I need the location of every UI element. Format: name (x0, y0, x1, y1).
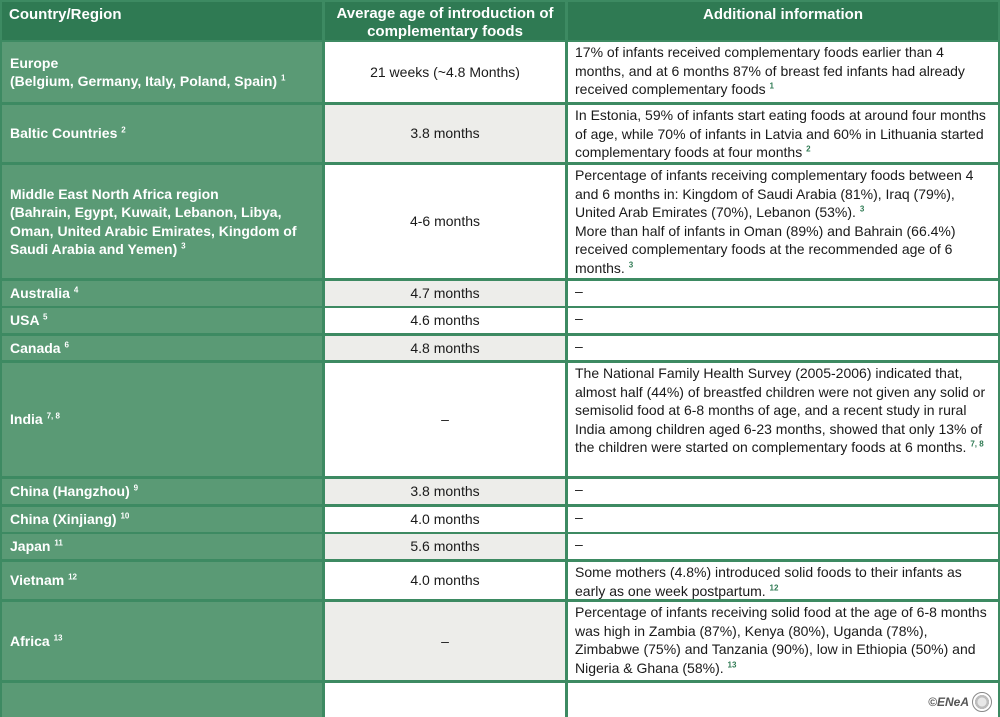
country-name: Australia (10, 285, 70, 302)
additional-info-text (575, 364, 991, 457)
country-name: USA (10, 312, 40, 329)
country-name: Canada (10, 339, 61, 356)
average-age-value: 4.6 months (410, 312, 480, 329)
average-age-cell (325, 363, 565, 476)
average-age-cell (325, 507, 565, 532)
country-name: Vietnam (10, 572, 65, 589)
country-text (10, 510, 129, 529)
additional-info-cell (568, 105, 998, 162)
additional-info-text (575, 309, 991, 328)
additional-info-text (575, 563, 991, 599)
additional-info-body: Some mothers (4.8%) introduced solid foods to their infants as early as one week postpartum. (575, 564, 962, 599)
additional-info-text-2 (575, 222, 991, 278)
average-age-cell (325, 683, 565, 717)
country-cell (2, 507, 322, 532)
additional-info-text (575, 166, 991, 222)
country-reference: 7, 8 (46, 411, 60, 421)
info-reference: 12 (769, 582, 779, 592)
country-cell (2, 308, 322, 333)
average-age-value: 4.8 months (410, 339, 480, 356)
header-additional-info (568, 2, 998, 40)
additional-info-text (575, 508, 991, 527)
average-age-value: 4-6 months (409, 213, 481, 230)
country-text (10, 339, 69, 358)
country-name: Europe (Belgium, Germany, Italy, Poland, Spain) (10, 54, 278, 89)
country-cell (2, 336, 322, 360)
additional-info-cell (568, 562, 998, 599)
additional-info-body: – (575, 481, 583, 497)
additional-info-cell (568, 602, 998, 680)
country-text (10, 632, 62, 651)
country-name: China (Xinjiang) (10, 511, 117, 528)
country-text (10, 124, 126, 143)
country-reference: 12 (68, 572, 78, 582)
enea-logo-icon (972, 692, 992, 712)
country-reference: 13 (53, 633, 63, 643)
country-name: Japan (10, 538, 51, 555)
additional-info-cell (568, 683, 998, 717)
additional-info-body: Percentage of infants receiving complementary foods between 4 and 6 months in: Kingdom of Saudi Arabia (81%), Iraq (79%), United Arab Emirates (70%), Lebanon (53%). (575, 167, 974, 220)
country-cell (2, 562, 322, 599)
additional-info-text (575, 337, 991, 356)
average-age-cell (325, 336, 565, 360)
country-reference: 11 (54, 538, 63, 548)
country-reference: 6 (64, 340, 69, 350)
info-reference: 1 (769, 81, 774, 91)
country-name: Middle East North Africa region (Bahrain, Egypt, Kuwait, Lebanon, Libya, Oman, United Arabic Emirates, Kingdom of Saudi Arabia and Yemen) (10, 185, 297, 257)
average-age-cell (325, 602, 565, 680)
country-cell (2, 683, 322, 717)
country-cell (2, 42, 322, 102)
additional-info-text (575, 603, 991, 677)
info-reference: 3 (628, 259, 634, 269)
additional-info-text (575, 480, 991, 499)
additional-info-cell (568, 363, 998, 476)
country-cell (2, 281, 322, 306)
country-name: India (10, 411, 43, 428)
country-text (10, 311, 47, 330)
additional-info-body: – (575, 283, 583, 299)
additional-info-body: – (575, 338, 583, 354)
average-age-cell (325, 281, 565, 306)
additional-info-cell (568, 165, 998, 278)
country-text (10, 537, 63, 556)
country-text (10, 54, 285, 91)
country-text (10, 185, 314, 259)
additional-info-body: – (575, 509, 583, 525)
country-cell (2, 105, 322, 162)
additional-info-body: The National Family Health Survey (2005-2006) indicated that, almost half (44%) of breastfed children were not given any solid or semisolid food at 6-8 months of age, and a recent study in rural India among children aged 6-23 months, showed that only 13% of the children were started on complementary foods at 6 months. (575, 365, 986, 455)
average-age-value: 4.0 months (410, 511, 480, 528)
additional-info-cell (568, 308, 998, 333)
average-age-cell (325, 105, 565, 162)
header-country (2, 2, 322, 40)
country-reference: 4 (73, 285, 79, 295)
additional-info-cell (568, 281, 998, 306)
country-reference: 5 (42, 312, 48, 322)
additional-info-body-2: More than half of infants in Oman (89%) and Bahrain (66.4%) received complementary foods at the recommended age of 6 months. (575, 222, 956, 276)
country-cell (2, 363, 322, 476)
average-age-cell (325, 562, 565, 599)
additional-info-text (575, 106, 991, 162)
country-text (10, 571, 77, 590)
watermark-text: ©ENeA (928, 694, 969, 709)
header-additional-info-label: Additional information (703, 6, 863, 23)
additional-info-body: – (575, 536, 583, 552)
additional-info-body: Percentage of infants receiving solid food at the age of 6-8 months was high in Zambia (87%), Kenya (80%), Uganda (78%), Zimbabwe (75%) and Tanzania (90%), low in Ethiopia (50%) and Nigeria & Ghana (58%). (575, 604, 987, 676)
info-reference: 2 (806, 144, 811, 154)
country-reference: 9 (133, 483, 139, 493)
header-average-age (325, 2, 565, 40)
additional-info-cell (568, 42, 998, 102)
country-cell (2, 534, 322, 559)
average-age-cell (325, 42, 565, 102)
header-average-age-label: Average age of introduction of complementary foods (336, 5, 554, 40)
country-cell (2, 479, 322, 504)
average-age-value: – (441, 632, 449, 649)
country-cell (2, 165, 322, 278)
country-reference: 1 (280, 73, 286, 83)
header-country-label: Country/Region (9, 6, 122, 23)
additional-info-body: – (575, 310, 583, 326)
additional-info-cell (568, 507, 998, 532)
enea-watermark (928, 692, 992, 712)
additional-info-cell (568, 336, 998, 360)
info-reference: 3 (859, 204, 865, 214)
info-reference: 7, 8 (970, 439, 984, 449)
country-text (10, 410, 60, 429)
country-text (10, 482, 138, 501)
average-age-cell (325, 308, 565, 333)
average-age-cell (325, 534, 565, 559)
average-age-value: 4.7 months (410, 285, 480, 302)
average-age-value: 3.8 months (410, 483, 480, 500)
additional-info-text (575, 282, 991, 301)
country-cell (2, 602, 322, 680)
additional-info-body: In Estonia, 59% of infants start eating foods at around four months of age, while 70% of infants in Latvia and 60% in Lithuania started complementary foods at four months (575, 107, 986, 160)
average-age-value: 3.8 months (410, 125, 480, 142)
average-age-cell (325, 479, 565, 504)
average-age-value: – (441, 411, 449, 428)
additional-info-cell (568, 534, 998, 559)
country-text (10, 284, 78, 303)
country-reference: 10 (120, 511, 130, 521)
average-age-value: 5.6 months (410, 538, 480, 555)
additional-info-cell (568, 479, 998, 504)
country-name: Baltic Countries (10, 125, 118, 142)
additional-info-text (575, 43, 991, 99)
country-name: China (Hangzhou) (10, 483, 130, 500)
additional-info-body: 17% of infants received complementary foods earlier than 4 months, and at 6 months 87% of breast fed infants had already received complementary foods (575, 44, 965, 97)
info-reference: 13 (727, 659, 737, 669)
country-name: Africa (10, 632, 50, 649)
country-reference: 3 (181, 241, 186, 251)
country-reference: 2 (121, 125, 126, 135)
average-age-cell (325, 165, 565, 278)
average-age-value: 4.0 months (410, 572, 480, 589)
average-age-value: 21 weeks (~4.8 Months) (370, 63, 520, 80)
additional-info-text (575, 535, 991, 554)
